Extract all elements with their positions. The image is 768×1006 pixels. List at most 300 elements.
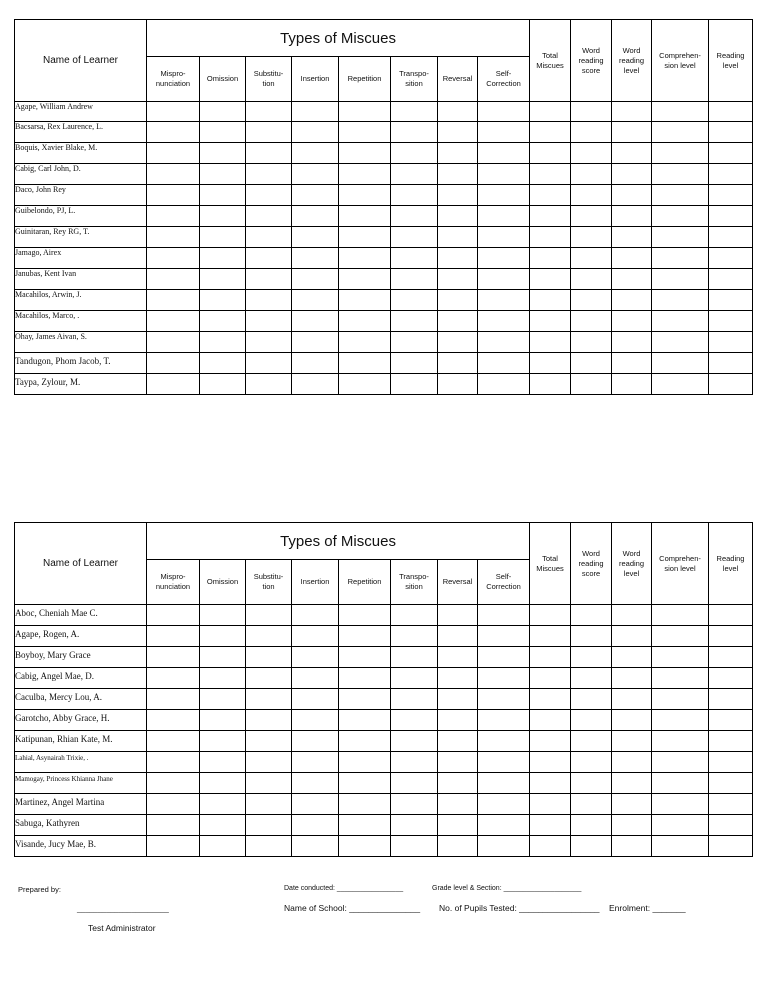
score-cell[interactable] — [530, 248, 571, 269]
score-cell[interactable] — [246, 626, 292, 647]
score-cell[interactable] — [652, 122, 709, 143]
score-cell[interactable] — [246, 122, 292, 143]
score-cell[interactable] — [391, 647, 438, 668]
score-cell[interactable] — [246, 773, 292, 794]
score-cell[interactable] — [652, 836, 709, 857]
score-cell[interactable] — [530, 668, 571, 689]
score-cell[interactable] — [652, 689, 709, 710]
score-cell[interactable] — [478, 794, 530, 815]
score-cell[interactable] — [339, 752, 391, 773]
score-cell[interactable] — [612, 626, 652, 647]
score-cell[interactable] — [438, 605, 478, 626]
score-cell[interactable] — [571, 668, 612, 689]
score-cell[interactable] — [391, 752, 438, 773]
score-cell[interactable] — [339, 122, 391, 143]
score-cell[interactable] — [530, 374, 571, 395]
score-cell[interactable] — [391, 248, 438, 269]
score-cell[interactable] — [200, 248, 246, 269]
score-cell[interactable] — [530, 311, 571, 332]
score-cell[interactable] — [478, 248, 530, 269]
score-cell[interactable] — [478, 668, 530, 689]
score-cell[interactable] — [530, 815, 571, 836]
score-cell[interactable] — [391, 290, 438, 311]
score-cell[interactable] — [652, 290, 709, 311]
score-cell[interactable] — [147, 311, 200, 332]
score-cell[interactable] — [147, 269, 200, 290]
score-cell[interactable] — [571, 248, 612, 269]
score-cell[interactable] — [571, 731, 612, 752]
score-cell[interactable] — [709, 143, 753, 164]
score-cell[interactable] — [438, 731, 478, 752]
score-cell[interactable] — [571, 290, 612, 311]
score-cell[interactable] — [246, 185, 292, 206]
grade-level-section-field[interactable]: Grade level & Section: ____________________ — [432, 885, 582, 892]
score-cell[interactable] — [571, 164, 612, 185]
score-cell[interactable] — [339, 269, 391, 290]
score-cell[interactable] — [530, 269, 571, 290]
score-cell[interactable] — [652, 143, 709, 164]
score-cell[interactable] — [292, 689, 339, 710]
score-cell[interactable] — [438, 248, 478, 269]
score-cell[interactable] — [478, 353, 530, 374]
score-cell[interactable] — [246, 206, 292, 227]
score-cell[interactable] — [292, 227, 339, 248]
score-cell[interactable] — [246, 269, 292, 290]
score-cell[interactable] — [292, 143, 339, 164]
score-cell[interactable] — [339, 332, 391, 353]
score-cell[interactable] — [246, 605, 292, 626]
score-cell[interactable] — [478, 269, 530, 290]
score-cell[interactable] — [612, 710, 652, 731]
score-cell[interactable] — [200, 626, 246, 647]
score-cell[interactable] — [147, 290, 200, 311]
score-cell[interactable] — [339, 605, 391, 626]
score-cell[interactable] — [438, 773, 478, 794]
score-cell[interactable] — [612, 269, 652, 290]
score-cell[interactable] — [292, 269, 339, 290]
score-cell[interactable] — [339, 374, 391, 395]
score-cell[interactable] — [571, 143, 612, 164]
score-cell[interactable] — [571, 752, 612, 773]
score-cell[interactable] — [709, 185, 753, 206]
score-cell[interactable] — [200, 143, 246, 164]
score-cell[interactable] — [200, 647, 246, 668]
score-cell[interactable] — [709, 689, 753, 710]
score-cell[interactable] — [612, 374, 652, 395]
score-cell[interactable] — [246, 815, 292, 836]
score-cell[interactable] — [147, 353, 200, 374]
score-cell[interactable] — [571, 102, 612, 122]
score-cell[interactable] — [246, 164, 292, 185]
score-cell[interactable] — [571, 311, 612, 332]
score-cell[interactable] — [391, 605, 438, 626]
score-cell[interactable] — [530, 332, 571, 353]
score-cell[interactable] — [652, 185, 709, 206]
score-cell[interactable] — [438, 122, 478, 143]
score-cell[interactable] — [571, 353, 612, 374]
score-cell[interactable] — [200, 731, 246, 752]
score-cell[interactable] — [612, 164, 652, 185]
score-cell[interactable] — [478, 752, 530, 773]
score-cell[interactable] — [652, 227, 709, 248]
score-cell[interactable] — [571, 269, 612, 290]
score-cell[interactable] — [530, 102, 571, 122]
score-cell[interactable] — [652, 311, 709, 332]
score-cell[interactable] — [246, 290, 292, 311]
score-cell[interactable] — [147, 731, 200, 752]
score-cell[interactable] — [147, 122, 200, 143]
score-cell[interactable] — [391, 227, 438, 248]
score-cell[interactable] — [246, 374, 292, 395]
score-cell[interactable] — [147, 668, 200, 689]
score-cell[interactable] — [147, 626, 200, 647]
score-cell[interactable] — [200, 164, 246, 185]
score-cell[interactable] — [200, 332, 246, 353]
score-cell[interactable] — [391, 122, 438, 143]
score-cell[interactable] — [438, 143, 478, 164]
score-cell[interactable] — [391, 332, 438, 353]
score-cell[interactable] — [147, 710, 200, 731]
score-cell[interactable] — [391, 731, 438, 752]
score-cell[interactable] — [709, 269, 753, 290]
score-cell[interactable] — [571, 773, 612, 794]
score-cell[interactable] — [612, 290, 652, 311]
score-cell[interactable] — [530, 227, 571, 248]
enrolment-field[interactable]: Enrolment: _______ — [609, 903, 686, 913]
score-cell[interactable] — [200, 206, 246, 227]
score-cell[interactable] — [292, 773, 339, 794]
score-cell[interactable] — [612, 668, 652, 689]
score-cell[interactable] — [438, 626, 478, 647]
score-cell[interactable] — [652, 269, 709, 290]
score-cell[interactable] — [147, 164, 200, 185]
date-conducted-field[interactable]: Date conducted: _________________ — [284, 885, 404, 892]
score-cell[interactable] — [652, 164, 709, 185]
score-cell[interactable] — [292, 290, 339, 311]
score-cell[interactable] — [292, 164, 339, 185]
score-cell[interactable] — [438, 668, 478, 689]
score-cell[interactable] — [339, 311, 391, 332]
score-cell[interactable] — [709, 710, 753, 731]
score-cell[interactable] — [438, 794, 478, 815]
score-cell[interactable] — [200, 227, 246, 248]
score-cell[interactable] — [292, 248, 339, 269]
score-cell[interactable] — [339, 290, 391, 311]
score-cell[interactable] — [709, 290, 753, 311]
score-cell[interactable] — [438, 689, 478, 710]
score-cell[interactable] — [339, 206, 391, 227]
score-cell[interactable] — [339, 227, 391, 248]
score-cell[interactable] — [391, 164, 438, 185]
score-cell[interactable] — [246, 332, 292, 353]
score-cell[interactable] — [292, 353, 339, 374]
score-cell[interactable] — [391, 206, 438, 227]
score-cell[interactable] — [709, 374, 753, 395]
score-cell[interactable] — [147, 752, 200, 773]
score-cell[interactable] — [709, 836, 753, 857]
score-cell[interactable] — [147, 248, 200, 269]
score-cell[interactable] — [292, 206, 339, 227]
score-cell[interactable] — [530, 290, 571, 311]
score-cell[interactable] — [709, 752, 753, 773]
score-cell[interactable] — [200, 290, 246, 311]
score-cell[interactable] — [478, 605, 530, 626]
score-cell[interactable] — [530, 626, 571, 647]
score-cell[interactable] — [478, 122, 530, 143]
score-cell[interactable] — [652, 752, 709, 773]
score-cell[interactable] — [147, 815, 200, 836]
score-cell[interactable] — [612, 102, 652, 122]
score-cell[interactable] — [200, 752, 246, 773]
score-cell[interactable] — [339, 668, 391, 689]
score-cell[interactable] — [246, 710, 292, 731]
score-cell[interactable] — [200, 815, 246, 836]
score-cell[interactable] — [612, 122, 652, 143]
score-cell[interactable] — [391, 374, 438, 395]
score-cell[interactable] — [339, 710, 391, 731]
score-cell[interactable] — [200, 102, 246, 122]
score-cell[interactable] — [709, 311, 753, 332]
score-cell[interactable] — [571, 710, 612, 731]
score-cell[interactable] — [709, 122, 753, 143]
score-cell[interactable] — [339, 248, 391, 269]
score-cell[interactable] — [339, 102, 391, 122]
score-cell[interactable] — [530, 773, 571, 794]
score-cell[interactable] — [530, 206, 571, 227]
score-cell[interactable] — [391, 794, 438, 815]
score-cell[interactable] — [571, 794, 612, 815]
score-cell[interactable] — [292, 122, 339, 143]
score-cell[interactable] — [709, 731, 753, 752]
score-cell[interactable] — [292, 836, 339, 857]
score-cell[interactable] — [612, 248, 652, 269]
score-cell[interactable] — [246, 311, 292, 332]
score-cell[interactable] — [612, 185, 652, 206]
score-cell[interactable] — [339, 689, 391, 710]
score-cell[interactable] — [571, 815, 612, 836]
score-cell[interactable] — [200, 185, 246, 206]
score-cell[interactable] — [339, 647, 391, 668]
score-cell[interactable] — [438, 227, 478, 248]
score-cell[interactable] — [438, 815, 478, 836]
score-cell[interactable] — [478, 836, 530, 857]
score-cell[interactable] — [147, 102, 200, 122]
score-cell[interactable] — [292, 815, 339, 836]
score-cell[interactable] — [292, 605, 339, 626]
score-cell[interactable] — [652, 668, 709, 689]
score-cell[interactable] — [652, 773, 709, 794]
score-cell[interactable] — [709, 164, 753, 185]
score-cell[interactable] — [612, 689, 652, 710]
score-cell[interactable] — [652, 731, 709, 752]
score-cell[interactable] — [147, 605, 200, 626]
score-cell[interactable] — [530, 710, 571, 731]
score-cell[interactable] — [391, 836, 438, 857]
score-cell[interactable] — [438, 353, 478, 374]
score-cell[interactable] — [246, 248, 292, 269]
score-cell[interactable] — [571, 206, 612, 227]
score-cell[interactable] — [652, 353, 709, 374]
score-cell[interactable] — [612, 143, 652, 164]
score-cell[interactable] — [438, 710, 478, 731]
score-cell[interactable] — [200, 773, 246, 794]
score-cell[interactable] — [612, 647, 652, 668]
score-cell[interactable] — [147, 794, 200, 815]
score-cell[interactable] — [612, 605, 652, 626]
score-cell[interactable] — [709, 248, 753, 269]
score-cell[interactable] — [530, 647, 571, 668]
score-cell[interactable] — [391, 185, 438, 206]
score-cell[interactable] — [246, 143, 292, 164]
score-cell[interactable] — [709, 206, 753, 227]
score-cell[interactable] — [612, 311, 652, 332]
score-cell[interactable] — [339, 794, 391, 815]
score-cell[interactable] — [530, 605, 571, 626]
score-cell[interactable] — [571, 836, 612, 857]
score-cell[interactable] — [246, 647, 292, 668]
score-cell[interactable] — [571, 647, 612, 668]
score-cell[interactable] — [147, 206, 200, 227]
score-cell[interactable] — [246, 836, 292, 857]
score-cell[interactable] — [200, 710, 246, 731]
score-cell[interactable] — [147, 647, 200, 668]
score-cell[interactable] — [246, 668, 292, 689]
score-cell[interactable] — [147, 143, 200, 164]
score-cell[interactable] — [478, 311, 530, 332]
score-cell[interactable] — [652, 815, 709, 836]
score-cell[interactable] — [292, 311, 339, 332]
score-cell[interactable] — [200, 269, 246, 290]
score-cell[interactable] — [147, 689, 200, 710]
score-cell[interactable] — [530, 143, 571, 164]
score-cell[interactable] — [438, 374, 478, 395]
score-cell[interactable] — [200, 374, 246, 395]
score-cell[interactable] — [292, 752, 339, 773]
score-cell[interactable] — [478, 773, 530, 794]
score-cell[interactable] — [391, 815, 438, 836]
score-cell[interactable] — [571, 626, 612, 647]
score-cell[interactable] — [292, 185, 339, 206]
score-cell[interactable] — [478, 290, 530, 311]
score-cell[interactable] — [612, 815, 652, 836]
score-cell[interactable] — [709, 102, 753, 122]
name-of-school-field[interactable]: Name of School: _______________ — [284, 903, 421, 913]
score-cell[interactable] — [339, 143, 391, 164]
score-cell[interactable] — [652, 605, 709, 626]
score-cell[interactable] — [652, 710, 709, 731]
score-cell[interactable] — [246, 731, 292, 752]
score-cell[interactable] — [391, 668, 438, 689]
score-cell[interactable] — [612, 773, 652, 794]
score-cell[interactable] — [478, 374, 530, 395]
score-cell[interactable] — [530, 122, 571, 143]
score-cell[interactable] — [530, 836, 571, 857]
score-cell[interactable] — [246, 794, 292, 815]
score-cell[interactable] — [200, 836, 246, 857]
score-cell[interactable] — [200, 311, 246, 332]
score-cell[interactable] — [530, 752, 571, 773]
score-cell[interactable] — [652, 647, 709, 668]
score-cell[interactable] — [478, 164, 530, 185]
score-cell[interactable] — [391, 311, 438, 332]
score-cell[interactable] — [391, 353, 438, 374]
score-cell[interactable] — [292, 332, 339, 353]
score-cell[interactable] — [571, 227, 612, 248]
score-cell[interactable] — [571, 605, 612, 626]
score-cell[interactable] — [571, 374, 612, 395]
score-cell[interactable] — [571, 185, 612, 206]
score-cell[interactable] — [571, 689, 612, 710]
score-cell[interactable] — [478, 626, 530, 647]
score-cell[interactable] — [571, 122, 612, 143]
score-cell[interactable] — [391, 269, 438, 290]
score-cell[interactable] — [571, 332, 612, 353]
score-cell[interactable] — [339, 773, 391, 794]
score-cell[interactable] — [709, 332, 753, 353]
score-cell[interactable] — [147, 332, 200, 353]
score-cell[interactable] — [438, 311, 478, 332]
score-cell[interactable] — [391, 773, 438, 794]
score-cell[interactable] — [246, 353, 292, 374]
score-cell[interactable] — [339, 164, 391, 185]
score-cell[interactable] — [709, 668, 753, 689]
score-cell[interactable] — [530, 185, 571, 206]
score-cell[interactable] — [292, 668, 339, 689]
score-cell[interactable] — [147, 185, 200, 206]
score-cell[interactable] — [339, 815, 391, 836]
score-cell[interactable] — [292, 102, 339, 122]
score-cell[interactable] — [709, 626, 753, 647]
score-cell[interactable] — [246, 689, 292, 710]
score-cell[interactable] — [612, 206, 652, 227]
score-cell[interactable] — [438, 185, 478, 206]
score-cell[interactable] — [200, 122, 246, 143]
score-cell[interactable] — [391, 626, 438, 647]
score-cell[interactable] — [391, 710, 438, 731]
score-cell[interactable] — [478, 206, 530, 227]
score-cell[interactable] — [652, 206, 709, 227]
score-cell[interactable] — [709, 605, 753, 626]
score-cell[interactable] — [292, 374, 339, 395]
score-cell[interactable] — [478, 710, 530, 731]
score-cell[interactable] — [530, 731, 571, 752]
score-cell[interactable] — [147, 836, 200, 857]
score-cell[interactable] — [147, 374, 200, 395]
score-cell[interactable] — [391, 689, 438, 710]
score-cell[interactable] — [246, 752, 292, 773]
score-cell[interactable] — [478, 332, 530, 353]
pupils-tested-field[interactable]: No. of Pupils Tested: _________________ — [439, 903, 600, 913]
score-cell[interactable] — [292, 647, 339, 668]
score-cell[interactable] — [478, 102, 530, 122]
score-cell[interactable] — [478, 647, 530, 668]
score-cell[interactable] — [438, 332, 478, 353]
score-cell[interactable] — [339, 731, 391, 752]
score-cell[interactable] — [478, 227, 530, 248]
score-cell[interactable] — [292, 794, 339, 815]
score-cell[interactable] — [391, 102, 438, 122]
score-cell[interactable] — [200, 353, 246, 374]
score-cell[interactable] — [709, 773, 753, 794]
score-cell[interactable] — [200, 605, 246, 626]
score-cell[interactable] — [292, 626, 339, 647]
score-cell[interactable] — [438, 164, 478, 185]
score-cell[interactable] — [391, 143, 438, 164]
score-cell[interactable] — [652, 794, 709, 815]
score-cell[interactable] — [709, 353, 753, 374]
score-cell[interactable] — [652, 248, 709, 269]
score-cell[interactable] — [147, 773, 200, 794]
